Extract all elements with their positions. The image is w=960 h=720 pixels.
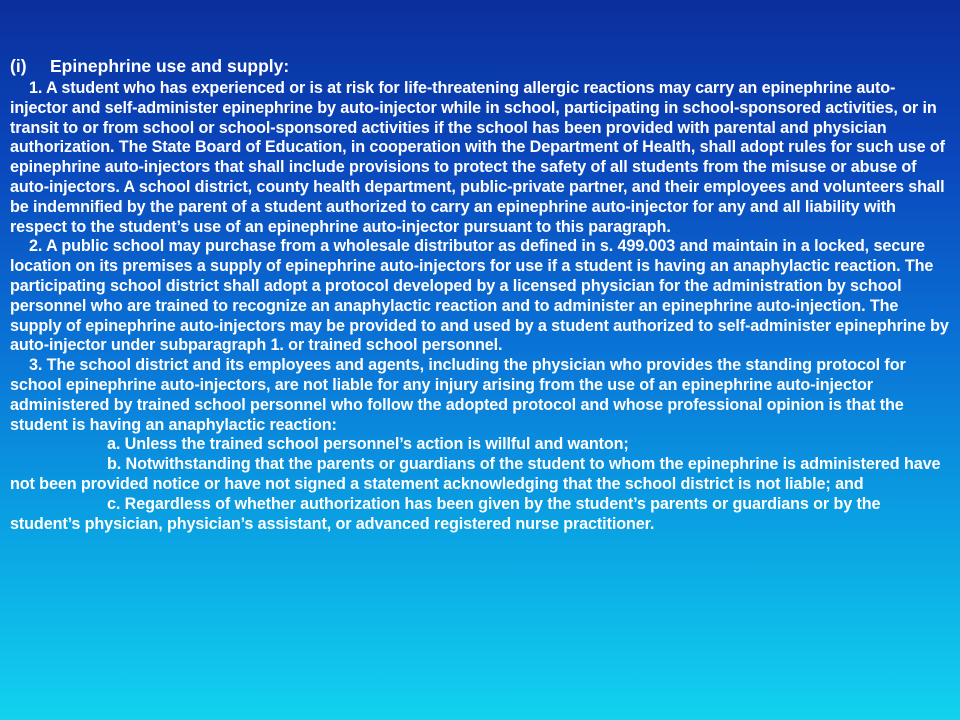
paragraph-2: 2. A public school may purchase from a wholesale distributor as defined in s. 499.003 and maintain in a locked, secure location on its premises a supply of epinephrine auto-injectors for use if a student is having an anaphylactic reaction. The participating school district shall adopt a protocol developed by a licensed physician for the administration by school personnel who are trained to recognize an anaphylactic reaction and to administer an epinephrine auto-injection. The supply of epinephrine auto-injectors may be provided to and used by a student authorized to self-administer epinephrine by auto-injector under subparagraph 1. or trained school personnel. xyxy=(10,237,949,355)
section-title: Epinephrine use and supply: xyxy=(50,56,290,76)
section-marker: (i) xyxy=(10,56,27,76)
section-heading xyxy=(10,55,952,77)
document-body xyxy=(10,55,952,534)
paragraph-3: 3. The school district and its employees and agents, including the physician who provides the standing protocol for school epinephrine auto-injectors, are not liable for any injury arising from the use of an epinephrine auto-injector administered by trained school personnel who follow the adopted protocol and whose professional opinion is that the student is having an anaphylactic reaction: xyxy=(10,356,906,434)
sub-item-a: a. Unless the trained school personnel’s action is willful and wanton; xyxy=(107,435,629,454)
paragraph-1: 1. A student who has experienced or is at risk for life-threatening allergic reactions may carry an epinephrine auto-injector and self-administer epinephrine by auto-injector while in school, participating in school-sponsored activities, or in transit to or from school or school-sponsored activities if the school has been provided with parental and physician authorization. The State Board of Education, in cooperation with the Department of Health, shall adopt rules for such use of epinephrine auto-injectors that shall include provisions to protect the safety of all students from the misuse or abuse of auto-injectors. A school district, county health department, public-private partner, and their employees and volunteers shall be indemnified by the parent of a student authorized to carry an epinephrine auto-injector for any and all liability with respect to the student’s use of an epinephrine auto-injector pursuant to this paragraph. xyxy=(10,79,945,236)
sub-item-c: c. Regardless of whether authorization has been given by the student’s parents or guardians or by the student’s physician, physician’s assistant, or advanced registered nurse practitioner. xyxy=(10,494,881,533)
sub-item-b: b. Notwithstanding that the parents or guardians of the student to whom the epinephrine is administered have not been provided notice or have not signed a statement acknowledging that the school district is not liable; and xyxy=(10,455,941,493)
